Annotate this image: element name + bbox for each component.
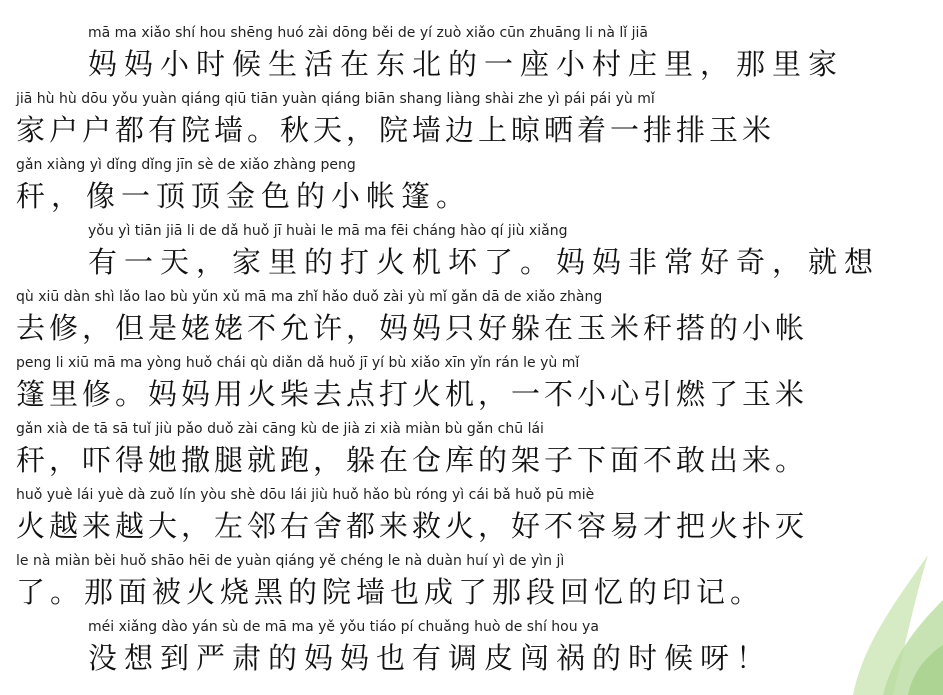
pinyin-row: gǎn xiàng yì dǐng dǐng jīn sè de xiǎo zhàng peng	[16, 157, 356, 173]
text-line-4	[0, 220, 943, 286]
pinyin-row: gǎn xià de tā sā tuǐ jiù pǎo duǒ zài cāng kù de jià zi xià miàn bù gǎn chū lái	[16, 421, 544, 437]
hanzi-row: 家户户都有院墙。秋天，院墙边上晾晒着一排排玉米	[16, 113, 776, 147]
text-line-6	[0, 352, 943, 418]
hanzi-row: 秆，像一顶顶金色的小帐篷。	[16, 179, 472, 213]
leaf-decoration-icon	[833, 545, 943, 695]
pinyin-row: huǒ yuè lái yuè dà zuǒ lín yòu shè dōu lái jiù huǒ hǎo bù róng yì cái bǎ huǒ pū miè	[16, 487, 595, 503]
text-line-5	[0, 286, 943, 352]
text-line-2	[0, 88, 943, 154]
pinyin-row: peng li xiū mā ma yòng huǒ chái qù diǎn dǎ huǒ jī yí bù xiǎo xīn yǐn rán le yù mǐ	[16, 355, 580, 371]
pinyin-row: le nà miàn bèi huǒ shāo hēi de yuàn qiáng yě chéng le nà duàn huí yì de yìn jì	[16, 553, 565, 569]
text-line-7	[0, 418, 943, 484]
hanzi-row: 没想到严肃的妈妈也有调皮闯祸的时候呀！	[88, 641, 773, 675]
pinyin-row: mā ma xiǎo shí hou shēng huó zài dōng běi de yí zuò xiǎo cūn zhuāng li nà lǐ jiā	[88, 25, 648, 41]
text-line-9	[0, 550, 943, 616]
pinyin-row: qù xiū dàn shì lǎo lao bù yǔn xǔ mā ma zhǐ hǎo duǒ zài yù mǐ gǎn dā de xiǎo zhàng	[16, 289, 603, 305]
pinyin-row: yǒu yì tiān jiā li de dǎ huǒ jī huài le mā ma fēi cháng hào qí jiù xiǎng	[88, 223, 568, 239]
pinyin-row: méi xiǎng dào yán sù de mā ma yě yǒu tiáo pí chuǎng huò de shí hou ya	[88, 619, 599, 635]
text-line-3	[0, 154, 943, 220]
hanzi-row: 篷里修。妈妈用火柴去点打火机，一不小心引燃了玉米	[16, 377, 809, 411]
text-line-10	[0, 616, 943, 682]
hanzi-row: 火越来越大，左邻右舍都来救火，好不容易才把火扑灭	[16, 509, 809, 543]
hanzi-row: 有一天，家里的打火机坏了。妈妈非常好奇，就想	[88, 245, 881, 279]
hanzi-row: 妈妈小时候生活在东北的一座小村庄里，那里家	[88, 47, 845, 81]
hanzi-row: 秆，吓得她撒腿就跑，躲在仓库的架子下面不敢出来。	[16, 443, 809, 477]
text-line-8	[0, 484, 943, 550]
text-line-1	[0, 22, 943, 88]
hanzi-row: 去修，但是姥姥不允许，妈妈只好躲在玉米秆搭的小帐	[16, 311, 809, 345]
pinyin-row: jiā hù hù dōu yǒu yuàn qiáng qiū tiān yuàn qiáng biān shang liàng shài zhe yì pái pái yù mǐ	[16, 91, 655, 107]
hanzi-row: 了。那面被火烧黑的院墙也成了那段回忆的印记。	[16, 575, 765, 609]
